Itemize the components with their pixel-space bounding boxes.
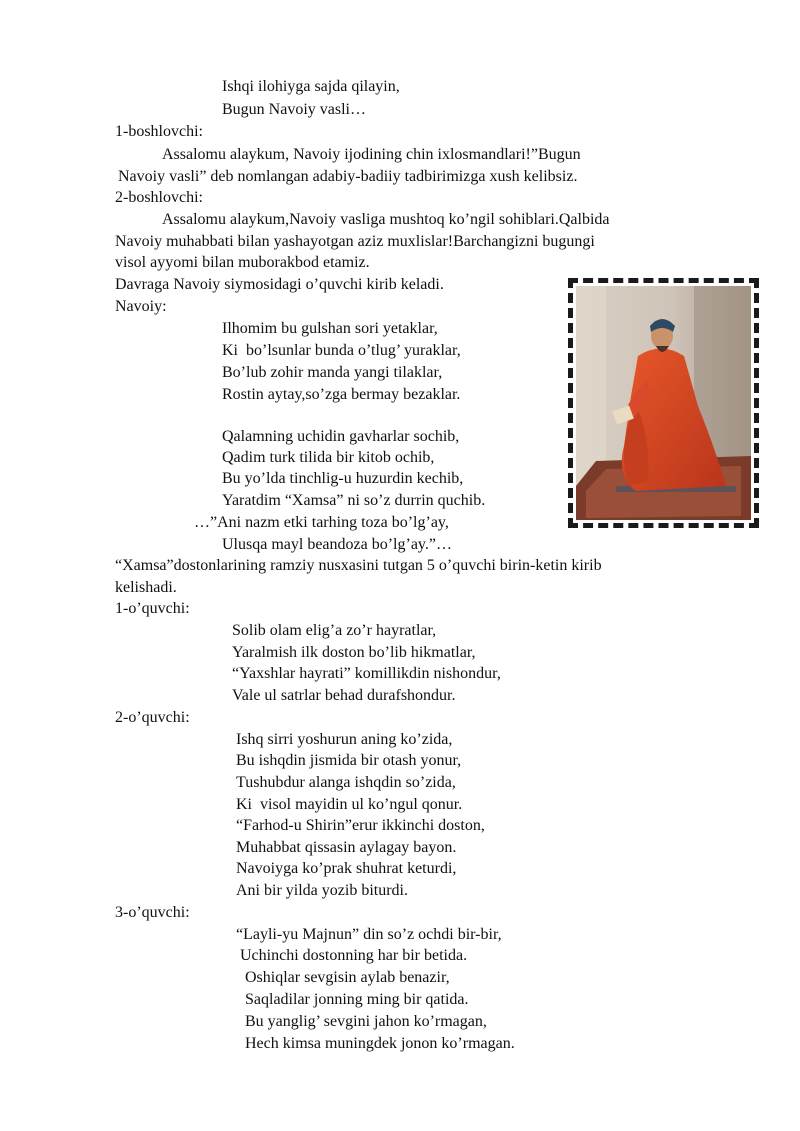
verse-line: Qadim turk tilida bir kitob ochib, bbox=[222, 449, 435, 466]
speaker-label: 3-o’quvchi: bbox=[115, 904, 190, 921]
speaker-label: 1-boshlovchi: bbox=[115, 123, 203, 140]
prose-line: Assalomu alaykum, Navoiy ijodining chin ixlosmandlari!”Bugun bbox=[162, 146, 581, 163]
verse-line: Ani bir yilda yozib biturdi. bbox=[236, 882, 408, 899]
verse-line: Yaratdim “Xamsa” ni so’z durrin quchib. bbox=[222, 492, 486, 509]
verse-line: “Farhod-u Shirin”erur ikkinchi doston, bbox=[236, 817, 485, 834]
prose-line: Davraga Navoiy siymosidagi o’quvchi kirib keladi. bbox=[115, 276, 444, 293]
verse-line: Ki visol mayidin ul ko’ngul qonur. bbox=[236, 796, 463, 813]
speaker-label: 2-boshlovchi: bbox=[115, 189, 203, 206]
verse-line: Tushubdur alanga ishqdin so’zida, bbox=[236, 774, 456, 791]
navoiy-portrait bbox=[568, 278, 759, 528]
prose-line: Navoiy muhabbati bilan yashayotgan aziz muxlislar!Barchangizni bugungi bbox=[115, 233, 595, 250]
speaker-label: Navoiy: bbox=[115, 298, 167, 315]
verse-line: Ulusqa mayl beandoza bo’lg’ay.”… bbox=[222, 536, 452, 553]
verse-line: “Layli-yu Majnun” din so’z ochdi bir-bir, bbox=[236, 926, 502, 943]
verse-line: Hech kimsa muningdek jonon ko’rmagan. bbox=[245, 1035, 515, 1052]
verse-line: Bugun Navoiy vasli… bbox=[222, 101, 366, 118]
verse-line: Saqladilar jonning ming bir qatida. bbox=[245, 991, 469, 1008]
verse-line: Bu yanglig’ sevgini jahon ko’rmagan, bbox=[245, 1013, 487, 1030]
verse-line: Bu yo’lda tinchlig-u huzurdin kechib, bbox=[222, 470, 464, 487]
speaker-label: 1-o’quvchi: bbox=[115, 600, 190, 617]
verse-line: Yaralmish ilk doston bo’lib hikmatlar, bbox=[232, 644, 476, 661]
verse-line: Vale ul satrlar behad durafshondur. bbox=[232, 687, 456, 704]
speaker-label: 2-o’quvchi: bbox=[115, 709, 190, 726]
portrait-painting bbox=[576, 286, 751, 520]
verse-line: Bu ishqdin jismida bir otash yonur, bbox=[236, 752, 462, 769]
verse-line: Oshiqlar sevgisin aylab benazir, bbox=[245, 969, 450, 986]
verse-line: “Yaxshlar hayrati” komillikdin nishondur, bbox=[232, 665, 501, 682]
verse-line: Qalamning uchidin gavharlar sochib, bbox=[222, 428, 460, 445]
verse-line: …”Ani nazm etki tarhing toza bo’lg’ay, bbox=[194, 514, 449, 531]
verse-line: Ishqi ilohiyga sajda qilayin, bbox=[222, 78, 400, 95]
prose-line: Navoiy vasli” deb nomlangan adabiy-badiiy tadbirimizga xush kelibsiz. bbox=[118, 168, 578, 185]
verse-line: Ki bo’lsunlar bunda o’tlug’ yuraklar, bbox=[222, 342, 461, 359]
verse-line: Navoiyga ko’prak shuhrat keturdi, bbox=[236, 860, 457, 877]
verse-line: Rostin aytay,so’zga bermay bezaklar. bbox=[222, 386, 461, 403]
prose-line: visol ayyomi bilan muborakbod etamiz. bbox=[115, 254, 370, 271]
verse-line: Ishq sirri yoshurun aning ko’zida, bbox=[236, 731, 453, 748]
verse-line: Solib olam elig’a zo’r hayratlar, bbox=[232, 622, 437, 639]
verse-line: Ilhomim bu gulshan sori yetaklar, bbox=[222, 320, 438, 337]
prose-line: “Xamsa”dostonlarining ramziy nusxasini tutgan 5 o’quvchi birin-ketin kirib bbox=[115, 557, 602, 574]
prose-line: kelishadi. bbox=[115, 579, 177, 596]
prose-line: Assalomu alaykum,Navoiy vasliga mushtoq ko’ngil sohiblari.Qalbida bbox=[162, 211, 610, 228]
verse-line: Bo’lub zohir manda yangi tilaklar, bbox=[222, 364, 443, 381]
verse-line: Muhabbat qissasin aylagay bayon. bbox=[236, 839, 457, 856]
verse-line: Uchinchi dostonning har bir betida. bbox=[240, 947, 468, 964]
